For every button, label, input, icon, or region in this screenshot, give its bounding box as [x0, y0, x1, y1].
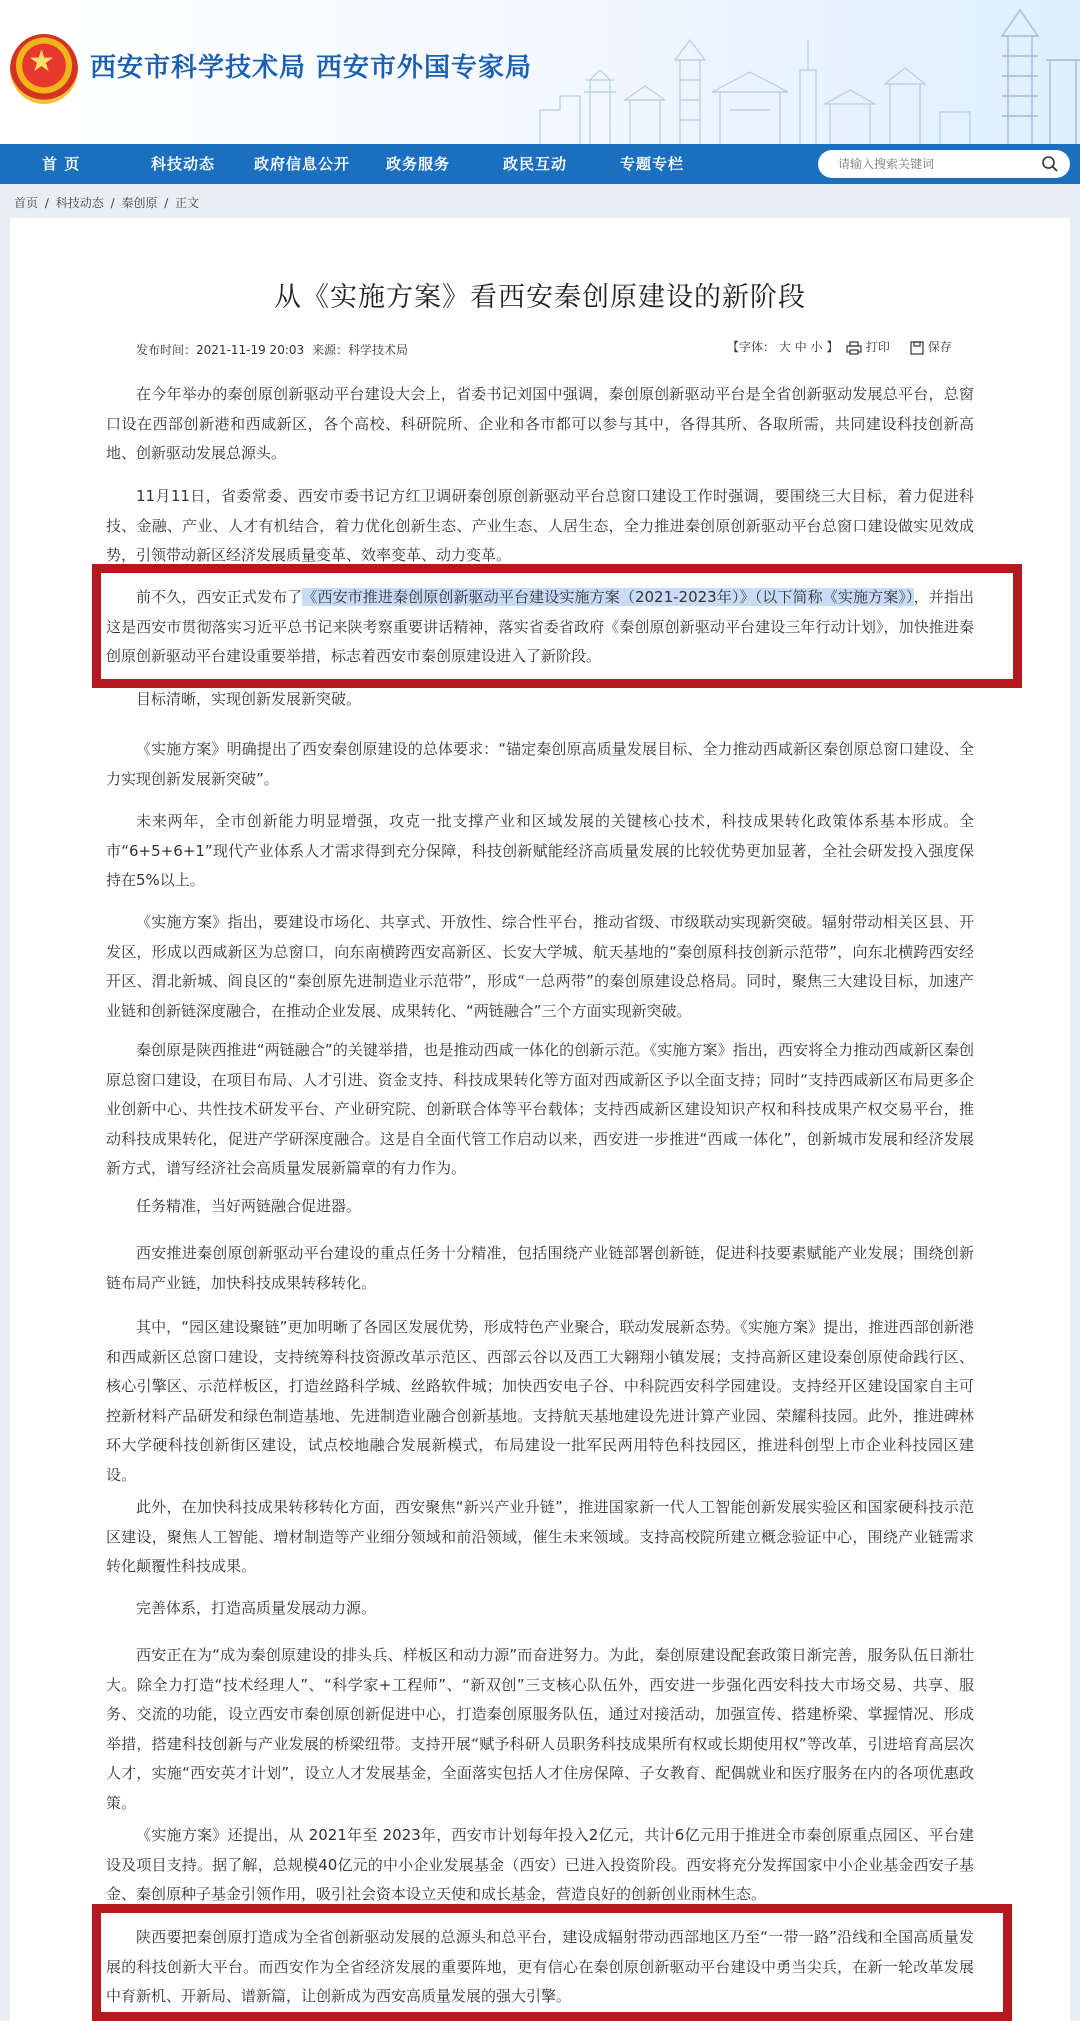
article-paragraph-14: 西安正在为“成为秦创原建设的排头兵、样板区和动力源”而奋进努力。为此，秦创原建设配套政策日渐完善，服务队伍日渐壮大。除全力打造“技术经理人”、“科学家+工程师”、“新双创”三支核心队伍外，西安进一步强化西安科技大市场交易、共享、服务、交流的功能，设立西安市秦创原创新促进中心，打造秦创原服务队伍，通过对接活动，加强宣传、搭建桥梁、掌握情况、形成举措，搭建科技创新与产业发展的桥梁纽带。支持开展“赋予科研人员职务科技成果所有权或长期使用权”等改革，引进培育高层次人才，实施“西安英才计划”，设立人才发展基金，全面落实包括人才住房保障、子女教育、配偶就业和医疗服务在内的各项优惠政策。 — [106, 1646, 974, 1812]
search-icon[interactable] — [1040, 154, 1060, 174]
nav-item-tech-news[interactable]: 科技动态 — [151, 155, 216, 173]
font-size-control — [727, 338, 838, 355]
article-paragraph-8: 秦创原是陕西推进“两链融合”的关键举措，也是推动西咸一体化的创新示范。《实施方案》指出，西安将全力推动西咸新区秦创原总窗口建设，在项目布局、人才引进、资金支持、科技成果转化等方面对西咸新区予以全面支持；同时“支持西咸新区布局更多企业创新中心、共性技术研发平台、产业研究院、创新联合体等平台载体；支持西咸新区建设知识产权和科技成果产权交易平台，推动科技成果转化，促进产学研深度融合。这是自全面代管工作启动以来，西安进一步推进“西咸一体化”，创新城市发展和经济发展新方式，谱写经济社会高质量发展新篇章的有力作为。 — [106, 1041, 974, 1177]
search-box — [818, 150, 1070, 178]
breadcrumb-separator: / — [110, 196, 115, 210]
highlighted-document-title: 《西安市推进秦创原创新驱动平台建设实施方案（2021-2023年）》（以下简称《实施方案》） — [302, 588, 914, 606]
article-paragraph-15: 《实施方案》还提出，从 2021年至 2023年，西安市计划每年投入2亿元，共计6亿元用于推进全市秦创原重点园区、平台建设及项目支持。据了解，总规模40亿元的中小企业发展基金（西安）已进入投资阶段。西安将充分发挥国家中小企业基金西安子基金、秦创原种子基金引领作用，吸引社会资本设立天使和成长基金，营造良好的创新创业雨林生态。 — [106, 1826, 974, 1903]
breadcrumb-tech-news[interactable]: 科技动态 — [55, 196, 104, 210]
article-paragraph-3 — [106, 583, 974, 672]
article-paragraph-1: 在今年举办的秦创原创新驱动平台建设大会上，省委书记刘国中强调，秦创原创新驱动平台是全省创新驱动发展总平台，总窗口设在西部创新港和西咸新区，各个高校、科研院所、企业和各市都可以参与其中，各得其所、各取所需，共同建设科技创新高地、创新驱动发展总源头。 — [106, 385, 974, 462]
save-icon — [910, 341, 924, 355]
breadcrumb-separator: / — [164, 196, 169, 210]
article-title: 从《实施方案》看西安秦创原建设的新阶段 — [274, 282, 806, 313]
font-size-label: 【字体： — [727, 340, 776, 354]
site-title: 西安市科学技术局 西安市外国专家局 — [90, 53, 533, 83]
national-emblem-icon: ★ — [10, 34, 78, 104]
nav-item-interaction[interactable]: 政民互动 — [503, 155, 568, 173]
article-paragraph-6: 未来两年，全市创新能力明显增强，攻克一批支撑产业和区域发展的关键核心技术，科技成果转化政策体系基本形成。全市“6+5+6+1”现代产业体系人才需求得到充分保障，科技创新赋能经济高质量发展的比较优势更加显著，全社会研发投入强度保持在5%以上。 — [106, 812, 974, 889]
site-banner — [0, 0, 1080, 144]
article-paragraph-7: 《实施方案》指出，要建设市场化、共享式、开放性、综合性平台，推动省级、市级联动实现新突破。辐射带动相关区县、开发区，形成以西咸新区为总窗口，向东南横跨西安高新区、长安大学城、航天基地的“秦创原科技创新示范带”，向东北横跨西安经开区、渭北新城、阎良区的“秦创原先进制造业示范带”，形成“一总两带”的秦创原建设总格局。同时，聚焦三大建设目标，加速产业链和创新链深度融合，在推动企业发展、成果转化、“两链融合”三个方面实现新突破。 — [106, 913, 974, 1020]
article-paragraph-2: 11月11日，省委常委、西安市委书记方红卫调研秦创原创新驱动平台总窗口建设工作时强调，要围绕三大目标，着力促进科技、金融、产业、人才有机结合，着力优化创新生态、产业生态、人居生态，全力推进秦创原创新驱动平台总窗口建设做实见效成势，引领带动新区经济发展质量变革、效率变革、动力变革。 — [106, 487, 974, 564]
print-label: 打印 — [865, 340, 890, 354]
paragraph-3-rest: ，并指出这是西安市贯彻落实习近平总书记来陕考察重要讲话精神，落实省委省政府《秦创原创新驱动平台建设三年行动计划》，加快推进秦创原创新驱动平台建设重要举措，标志着西安市秦创原建设进入了新阶段。 — [106, 588, 974, 665]
breadcrumb-qinchuangyuan[interactable]: 秦创原 — [121, 196, 158, 210]
breadcrumb — [14, 194, 202, 211]
paragraph-3-lead: 前不久，西安正式发布了 — [136, 588, 303, 606]
nav-item-home[interactable]: 首 页 — [42, 155, 81, 173]
publish-time: 发布时间：2021-11-19 20:03 — [136, 343, 305, 357]
print-button[interactable] — [846, 338, 890, 355]
font-size-big[interactable]: 大 — [778, 340, 791, 354]
save-label: 保存 — [927, 340, 952, 354]
nav-item-special-topics[interactable]: 专题专栏 — [620, 155, 685, 173]
printer-icon — [846, 341, 862, 355]
save-button[interactable] — [910, 338, 952, 355]
article-paragraph-12: 此外，在加快科技成果转移转化方面，西安聚焦“新兴产业升链”，推进国家新一代人工智能创新发展实验区和国家硬科技示范区建设，聚焦人工智能、增材制造等产业细分领域和前沿领域，催生未来领域。支持高校院所建立概念验证中心，围绕产业链需求转化颠覆性科技成果。 — [106, 1498, 974, 1575]
section-heading-tasks: 任务精准，当好两链融合促进器。 — [136, 1197, 362, 1215]
search-input[interactable] — [838, 155, 1028, 173]
font-size-medium[interactable]: 中 — [794, 340, 807, 354]
nav-item-gov-info[interactable]: 政府信息公开 — [254, 155, 351, 173]
breadcrumb-separator: / — [44, 196, 49, 210]
breadcrumb-home[interactable]: 首页 — [14, 196, 39, 210]
article-source: 来源：科学技术局 — [312, 343, 409, 357]
article-paragraph-10: 西安推进秦创原创新驱动平台建设的重点任务十分精准，包括围绕产业链部署创新链，促进科技要素赋能产业发展；围绕创新链布局产业链，加快科技成果转移转化。 — [106, 1244, 974, 1292]
city-skyline-illustration — [520, 0, 1080, 144]
nav-item-gov-service[interactable]: 政务服务 — [386, 155, 451, 173]
section-heading-system: 完善体系，打造高质量发展动力源。 — [136, 1599, 377, 1617]
section-heading-goals: 目标清晰，实现创新发展新突破。 — [136, 690, 362, 708]
font-size-small[interactable]: 小 — [810, 340, 823, 354]
breadcrumb-current: 正文 — [175, 196, 200, 210]
article-paragraph-16: 陕西要把秦创原打造成为全省创新驱动发展的总源头和总平台，建设成辐射带动西部地区乃至“一带一路”沿线和全国高质量发展的科技创新大平台。而西安作为全省经济发展的重要阵地，更有信心在秦创原创新驱动平台建设中勇当尖兵，在新一轮改革发展中育新机、开新局、谱新篇，让创新成为西安高质量发展的强大引擎。 — [106, 1928, 974, 2005]
font-size-label-end: 】 — [826, 340, 839, 354]
article-paragraph-5: 《实施方案》明确提出了西安秦创原建设的总体要求：“锚定秦创原高质量发展目标、全力推动西咸新区秦创原总窗口建设、全力实现创新发展新突破”。 — [106, 740, 974, 788]
article-paragraph-11: 其中，“园区建设聚链”更加明晰了各园区发展优势，形成特色产业聚合，联动发展新态势。《实施方案》提出，推进西部创新港和西咸新区总窗口建设，支持统筹科技资源改革示范区、西部云谷以及西工大翱翔小镇发展；支持高新区建设秦创原使命践行区、核心引擎区、示范样板区，打造丝路科学城、丝路软件城；加快西安电子谷、中科院西安科学园建设。支持经开区建设国家自主可控新材料产品研发和绿色制造基地、先进制造业融合创新基地。支持航天基地建设先进计算产业园、荣耀科技园。此外，推进碑林环大学硬科技创新街区建设，试点校地融合发展新模式，布局建设一批军民两用特色科技园区，推进科创型上市企业科技园区建设。 — [106, 1318, 974, 1484]
